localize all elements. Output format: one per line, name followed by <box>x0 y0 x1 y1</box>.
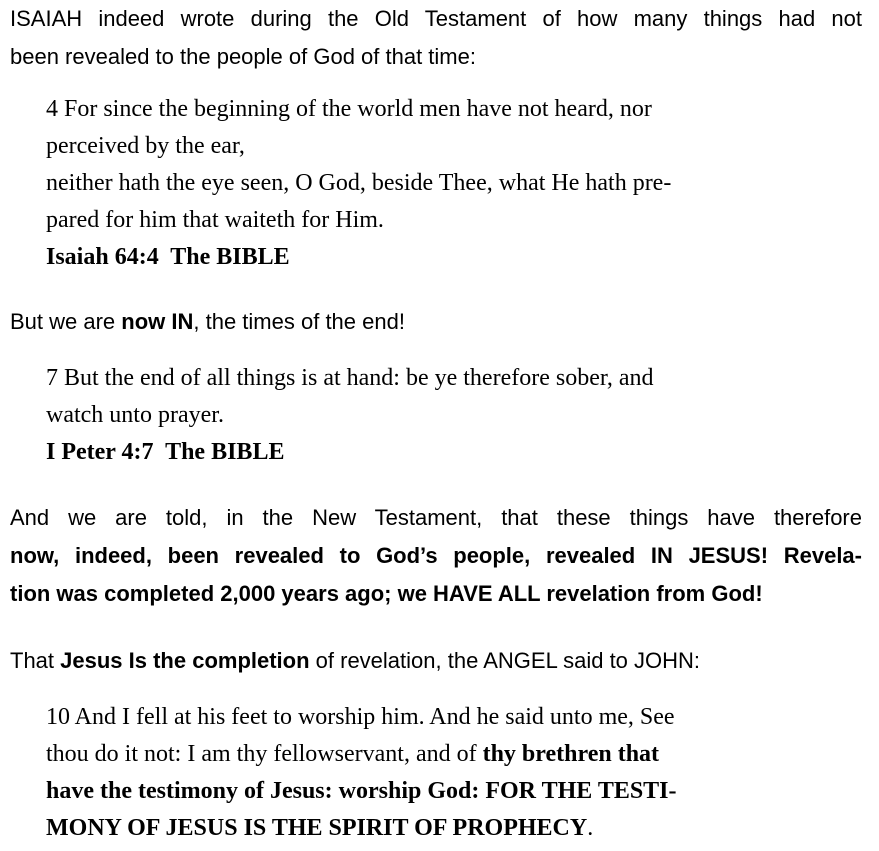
rev-line-2 <box>46 736 846 773</box>
end-times-post: , the times of the end! <box>193 309 405 334</box>
completion-line <box>10 642 862 680</box>
rev-line-2-bold: thy brethren that <box>482 741 660 767</box>
revelation-quote <box>46 699 846 847</box>
intro-line-2: been revealed to the people of God of that time: <box>10 44 476 69</box>
peter-reference: I Peter 4:7 The BIBLE <box>46 439 285 465</box>
end-times-bold: now IN <box>121 309 194 334</box>
intro-paragraph <box>10 0 862 76</box>
revelation-line-1: And we are told, in the New Testament, that these things have therefore <box>10 505 862 530</box>
completion-paragraph <box>10 642 862 680</box>
isaiah-line-2: perceived by the ear, <box>46 133 245 159</box>
isaiah-line-1: 4 For since the beginning of the world men have not heard, nor <box>46 96 652 122</box>
rev-line-4-bold: MONY OF JESUS IS THE SPIRIT OF PROPHECY <box>46 815 588 841</box>
end-times-paragraph <box>10 303 862 341</box>
isaiah-line-4: pared for him that waiteth for Him. <box>46 207 384 233</box>
completion-bold: Jesus Is the completion <box>60 648 310 673</box>
revelation-paragraph <box>10 499 862 613</box>
end-times-pre: But we are <box>10 309 122 334</box>
rev-line-3: have the testimony of Jesus: worship God: FOR THE TESTI- <box>46 778 677 804</box>
rev-line-1: 10 And I fell at his feet to worship him. And he said unto me, See <box>46 704 675 730</box>
revelation-line-3: tion was completed 2,000 years ago; we HAVE ALL revelation from God! <box>10 581 763 606</box>
rev-line-2-plain: thou do it not: I am thy fellowservant, and of <box>46 741 483 767</box>
rev-line-4 <box>46 810 846 847</box>
peter-quote <box>46 360 846 471</box>
revelation-line-2: now, indeed, been revealed to God’s people, revealed IN JESUS! Revela- <box>10 543 862 568</box>
peter-line-2: watch unto prayer. <box>46 402 224 428</box>
completion-pre: That <box>10 648 61 673</box>
end-times-line <box>10 303 862 341</box>
intro-line-1: ISAIAH indeed wrote during the Old Testament of how many things had not <box>10 6 862 31</box>
isaiah-reference: Isaiah 64:4 The BIBLE <box>46 244 290 270</box>
completion-post: of revelation, the ANGEL said to JOHN: <box>309 648 701 673</box>
peter-line-1: 7 But the end of all things is at hand: be ye therefore sober, and <box>46 365 654 391</box>
rev-line-4-end: . <box>587 815 594 841</box>
isaiah-quote <box>46 91 846 276</box>
isaiah-line-3: neither hath the eye seen, O God, beside Thee, what He hath pre- <box>46 170 672 196</box>
